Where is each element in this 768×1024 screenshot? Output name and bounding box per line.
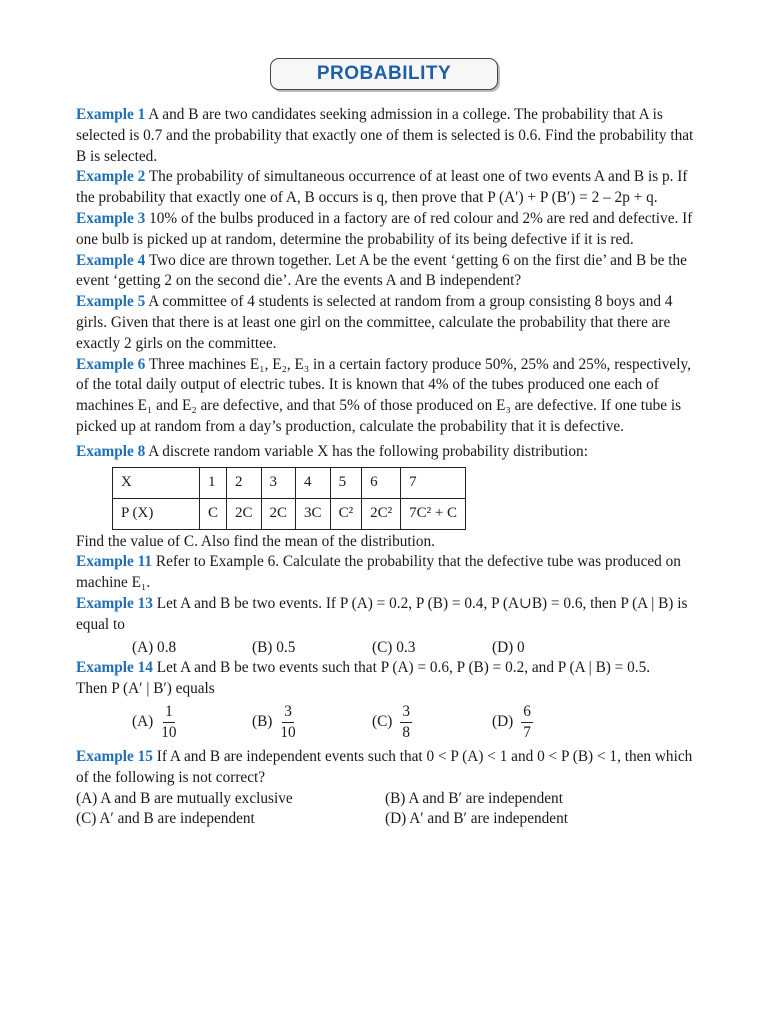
numerator: 3	[282, 702, 294, 723]
option-tag: (C)	[372, 713, 393, 731]
table-cell: X	[113, 467, 200, 498]
example-4	[76, 251, 694, 293]
example-label: Example 11	[76, 553, 153, 571]
example-text: Three machines E₁, E₂, E₃ in a certain factory produce 50%, 25% and 25%, respectively, of the total daily output of electric tubes. It is known that 4% of the tubes produced one each of machines E₁ and E₂ are defective, and that 5% of those produced on E₃ are defective. If one tube is picked up at random from a day’s production, calculate the probability that it is defective.	[76, 355, 691, 435]
table-cell: 1	[200, 467, 227, 498]
table-cell: 7	[401, 467, 466, 498]
example-3	[76, 209, 694, 251]
example-13	[76, 594, 694, 636]
example-14-options	[132, 702, 694, 743]
example-label: Example 6	[76, 355, 146, 373]
example-text: Two dice are thrown together. Let A be the event ‘getting 6 on the first die’ and B be the event ‘getting 2 on the second die’. Are the events A and B independent?	[76, 251, 687, 290]
distribution-table	[112, 467, 466, 530]
example-label: Example 13	[76, 594, 153, 612]
option-c	[372, 702, 492, 743]
denominator: 10	[280, 723, 296, 741]
example-13-options	[132, 638, 694, 659]
option-a: (A) 0.8	[132, 638, 177, 656]
table-cell: 5	[330, 467, 362, 498]
option-a	[132, 702, 252, 743]
example-11	[76, 552, 694, 594]
example-text: A and B are two candidates seeking admission in a college. The probability that A is selected is 0.7 and the probability that exactly one of them is selected is 0.6. Find the probability that B is selected.	[76, 106, 694, 165]
example-label: Example 5	[76, 293, 146, 311]
page-title: PROBABILITY	[316, 63, 452, 84]
table-cell: 4	[296, 467, 331, 498]
fraction	[400, 702, 412, 743]
example-text: The probability of simultaneous occurrence of at least one of two events A and B is p. If the probability that exactly one of A, B occurs is q, then prove that P (A′) + P (B′) = 2 – 2p + q.	[76, 168, 688, 207]
example-text: Refer to Example 6. Calculate the probability that the defective tube was produced on machine E₁.	[76, 553, 681, 592]
example-2	[76, 167, 694, 209]
example-label: Example 1	[76, 106, 146, 123]
example-6	[76, 355, 694, 438]
examples-content	[76, 105, 694, 830]
example-5	[76, 292, 694, 354]
example-text: If A and B are independent events such that 0 < P (A) < 1 and 0 < P (B) < 1, then which of the following is not correct?	[76, 747, 693, 786]
option-d	[492, 702, 612, 743]
option-c: (C) A′ and B are independent	[76, 810, 255, 828]
denominator: 7	[523, 723, 531, 741]
table-cell: 3C	[296, 498, 331, 529]
example-text: A discrete random variable X has the following probability distribution:	[148, 442, 588, 460]
option-c: (C) 0.3	[372, 638, 416, 656]
example-8-question	[76, 532, 694, 553]
example-label: Example 4	[76, 251, 146, 269]
table-cell: 2C²	[362, 498, 401, 529]
example-15-options-row-1	[76, 789, 694, 810]
numerator: 3	[400, 702, 412, 723]
option-tag: (D)	[492, 713, 514, 731]
fraction	[280, 702, 295, 743]
numerator: 6	[521, 702, 533, 723]
option-b: (B) 0.5	[252, 638, 296, 656]
example-label: Example 14	[76, 659, 153, 677]
example-text: Let A and B be two events. If P (A) = 0.2, P (B) = 0.4, P (A∪B) = 0.6, then P (A | B) is equal to	[76, 594, 688, 633]
option-d: (D) 0	[492, 638, 525, 656]
example-text: Let A and B be two events such that P (A) = 0.6, P (B) = 0.2, and P (A | B) = 0.5.	[156, 659, 651, 677]
denominator: 10	[161, 723, 177, 741]
table-cell: P (X)	[113, 498, 200, 529]
table-cell: 2C	[261, 498, 296, 529]
option-b: (B) A and B′ are independent	[385, 789, 563, 807]
example-14-line2	[76, 679, 694, 700]
table-cell: 2	[227, 467, 262, 498]
example-label: Example 8	[76, 442, 146, 460]
fraction	[521, 702, 533, 743]
fraction	[161, 702, 176, 743]
example-14	[76, 658, 694, 679]
table-cell: 3	[261, 467, 296, 498]
option-a: (A) A and B are mutually exclusive	[76, 789, 293, 807]
distribution-table-wrap	[112, 467, 694, 530]
example-15	[76, 747, 694, 789]
example-label: Example 15	[76, 747, 153, 765]
denominator: 8	[402, 723, 411, 741]
example-text: Then P (A′ | B′) equals	[76, 680, 215, 698]
example-15-options-row-2	[76, 809, 694, 830]
example-label: Example 2	[76, 168, 146, 186]
example-text: A committee of 4 students is selected at random from a group consisting 8 boys and 4 girls. Given that there is at least one girl on the committee, calculate the probability that there are exactly 2 girls on the committee.	[76, 293, 673, 352]
table-cell: 6	[362, 467, 401, 498]
option-tag: (A)	[132, 713, 154, 731]
option-b	[252, 702, 372, 743]
table-cell: C	[200, 498, 227, 529]
example-text: 10% of the bulbs produced in a factory are of red colour and 2% are red and defective. If one bulb is picked up at random, determine the probability of its being defective if it is red.	[76, 209, 693, 248]
table-cell: C²	[330, 498, 362, 529]
table-cell: 2C	[227, 498, 262, 529]
table-row	[113, 498, 466, 529]
table-cell: 7C² + C	[401, 498, 466, 529]
example-label: Example 3	[76, 209, 146, 227]
numerator: 1	[163, 702, 175, 723]
option-d: (D) A′ and B′ are independent	[385, 810, 568, 828]
page-title-box	[270, 58, 498, 90]
table-row	[113, 467, 466, 498]
option-tag: (B)	[252, 713, 273, 731]
example-text: Find the value of C. Also find the mean of the distribution.	[76, 532, 436, 550]
example-8	[76, 442, 694, 463]
example-1	[76, 105, 694, 167]
